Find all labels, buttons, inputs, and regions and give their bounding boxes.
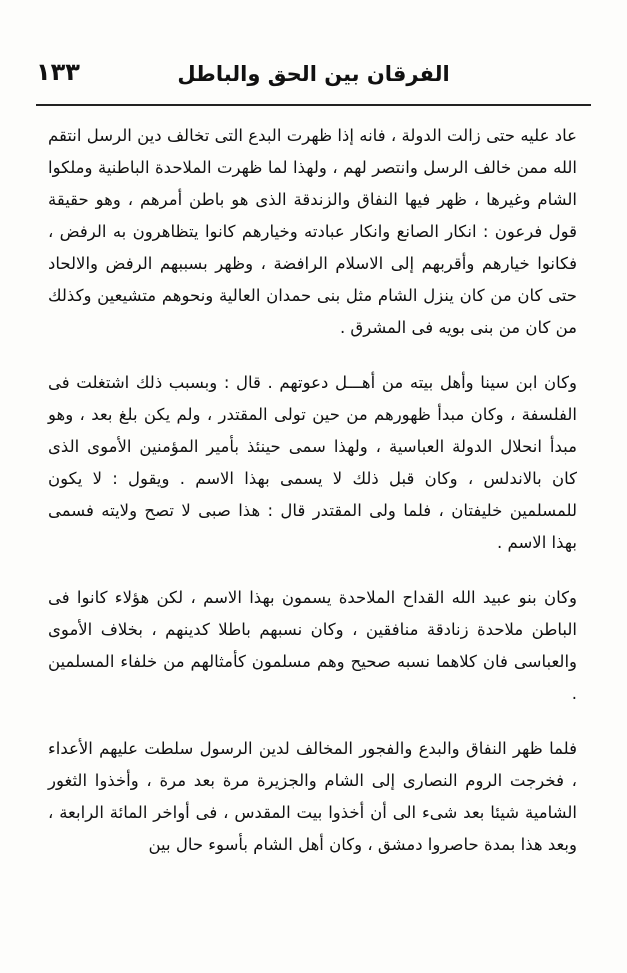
paragraph-2: وكان ابن سينا وأهل بيته من أهـــل دعوتهم . قال : وبسبب ذلك اشتغلت فى الفلسفة ، وكان مبدأ ظهورهم من حين تولى المقتدر ، ولم يكن بلغ بعد ، وهو مبدأ انحلال الدولة العباسية ، ولهذا سمى حينئذ بأمير المؤمنين الأموى الذى كان بالاندلس ، وكان قبل ذلك لا يسمى بهذا الاسم . ويقول : لا يكون للمسلمين خليفتان ، فلما ولى المقتدر قال : هذا صبى لا تصح ولايته فسمى بهذا الاسم .	[48, 373, 577, 552]
paragraph-3: وكان بنو عبيد الله القداح الملاحدة يسمون بهذا الاسم ، لكن هؤلاء كانوا فى الباطن ملاحدة زنادقة منافقين ، وكان نسبهم باطلا كدينهم ، بخلاف الأموى والعباسى فان كلاهما نسبه صحيح وهم مسلمون كأمثالهم من خلفاء المسلمين .	[48, 588, 577, 703]
running-header	[36, 58, 591, 98]
paragraph-1: عاد عليه حتى زالت الدولة ، فانه إذا ظهرت البدع التى تخالف دين الرسل انتقم الله ممن خالف الرسل وانتصر لهم ، ولهذا لما ظهرت الملاحدة الباطنية وملكوا الشام وغيرها ، ظهر فيها النفاق والزندقة الذى هو باطن أمرهم ، وهو حقيقة قول فرعون : انكار الصانع وانكار عبادته وخيارهم كانوا يتظاهرون به الرفض ، فكانوا خيارهم وأقربهم إلى الاسلام الرافضة ، وظهر بسببهم الرفض والالحاد حتى كان من كان ينزل الشام مثل بنى حمدان العالية ونحوهم متشيعين وكذلك من كان من بنى بويه فى المشرق .	[48, 126, 577, 337]
body-text	[48, 120, 577, 861]
header-title: الفرقان بين الحق والباطل	[177, 62, 450, 86]
page-number: ١٣٣	[36, 58, 80, 86]
paragraph-4: فلما ظهر النفاق والبدع والفجور المخالف لدين الرسول سلطت عليهم الأعداء ، فخرجت الروم النصارى إلى الشام والجزيرة مرة بعد مرة ، وأخذوا الثغور الشامية شيئا بعد شىء الى أن أخذوا بيت المقدس ، فى أواخر المائة الرابعة ، وبعد هذا بمدة حاصروا دمشق ، وكان أهل الشام بأسوء حال بين	[48, 739, 577, 854]
header-rule	[36, 104, 591, 106]
